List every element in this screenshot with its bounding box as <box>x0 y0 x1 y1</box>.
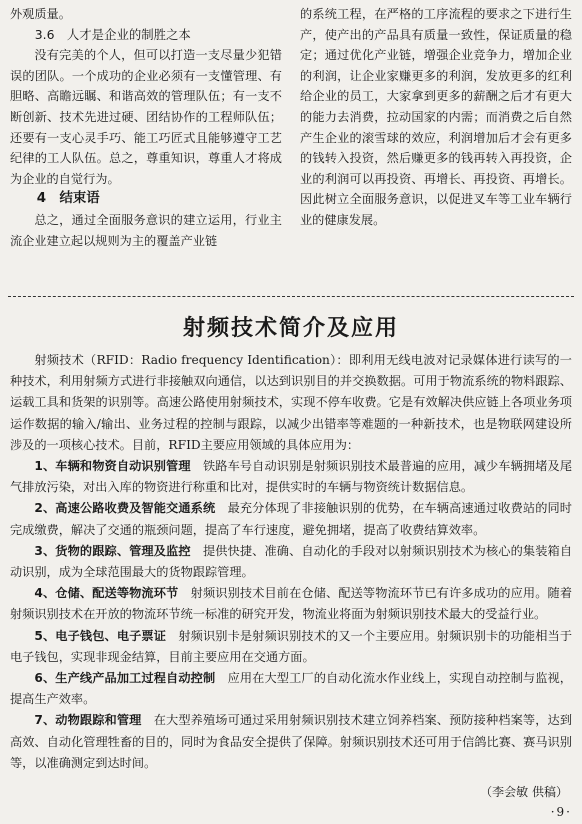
item-text: 提供快捷、准确、自动化的手段对以射频识别技术为核心的集装箱自动识别，成为全球范围最大的货物跟踪管理。 <box>10 543 573 580</box>
left-column <box>10 4 282 251</box>
item-title: 2、高速公路收费及智能交通系统 <box>34 501 216 516</box>
article-item-1 <box>10 456 572 498</box>
item-title: 1、车辆和物资自动识别管理 <box>34 459 191 474</box>
article-item-2 <box>10 498 572 540</box>
item-text: 射频识别技术目前在仓储、配送等物流环节已有许多成功的应用。随着射频识别技术在开放的物流环节统一标准的研究开发，物流业将面为射频识别技术最大的受益行业。 <box>10 586 573 622</box>
item-text: 应用在大型工厂的自动化流水作业线上，实现自动控制与监视，提高生产效率。 <box>10 671 572 707</box>
item-title: 5、电子钱包、电子票证 <box>34 628 167 643</box>
section-heading-4: 4 结束语 <box>36 191 100 207</box>
left-paragraph-2: 没有完美的个人，但可以打造一支尽量少犯错误的团队。一个成功的企业必须有一支懂管理、有胆略、高瞻远瞩、和谐高效的管理队伍；有一支不断创新、技术先进过硬、团结协作的工程师队伍；还要有一支心灵手巧、能工巧匠式且能够遵守工艺纪律的工人队伍。总之，尊重知识，尊重人才将成为企业的自觉行为。 <box>10 48 282 186</box>
article-item-6 <box>10 668 572 710</box>
article-item-5 <box>10 626 572 668</box>
dashed-divider <box>8 296 574 297</box>
article-intro: 射频技术（RFID：Radio frequency Identification）：即利用无线电波对记录媒体进行读写的一种技术，利用射频方式进行非接触双向通信，以达到识别目的并交换数据。可用于物流系统的物料跟踪、运载工具和货架的识别等。高速公路使用射频技术，实现不停车收费。它是有效解决供应链上各项业务项运作数据的输入/输出、业务过程的控制与跟踪，以减少出错率等难题的一种新技术，也是物联网建设所涉及的一项核心技术。目前，RFID主要应用领域的具体应用为： <box>10 353 572 452</box>
left-paragraph-3: 总之，通过全面服务意识的建立运用，行业主流企业建立起以规则为主的覆盖产业链 <box>10 212 282 248</box>
right-column <box>300 4 572 231</box>
left-paragraph-1: 外观质量。 <box>10 7 71 21</box>
item-title: 6、生产线产品加工过程自动控制 <box>34 671 216 686</box>
right-paragraph-1: 的系统工程，在严格的工序流程的要求之下进行生产，使产出的产品具有质量一致性，保证质量的稳定；通过优化产业链，增强企业竞争力，增加企业的利润，让企业家赚更多的利润，发放更多的红利给企业的员工，大家拿到更多的薪酬之后才有更大的能力去消费，拉动国家的内需；而消费之后自然产生企业的滚雪球的效应，利润增加后才会有更多的钱转入投资，然后赚更多的钱再转入再投资，企业的利润可以再投资、再增长、再投资、再增长。因此树立全面服务意识，以促进叉车等工业车辆行业的健康发展。 <box>300 7 572 227</box>
item-text: 在大型养殖场可通过采用射频识别技术建立饲养档案、预防接种档案等，达到高效、自动化管理牲畜的目的，同时为食品安全提供了保障。射频识别技术还可用于信鸽比赛、赛马识别等，以准确测定到达时间。 <box>10 713 573 770</box>
article-title: 射频技术简介及应用 <box>182 316 399 341</box>
item-text: 最充分体现了非接触识别的优势，在车辆高速通过收费站的同时完成缴费，解决了交通的瓶颈问题，提高了车行速度，避免拥堵，提高了收费结算效率。 <box>10 501 572 537</box>
item-title: 3、货物的跟踪、管理及监控 <box>34 543 191 558</box>
article-body <box>10 350 572 774</box>
author-credit: （李会敏 供稿） <box>480 785 568 799</box>
item-text: 射频识别卡是射频识别技术的又一个主要应用。射频识别卡的功能相当于电子钱包，实现非现金结算，目前主要应用在交通方面。 <box>10 628 573 664</box>
article-item-3 <box>10 541 572 583</box>
section-heading-3-6: 3.6 人才是企业的制胜之本 <box>34 26 191 42</box>
item-text: 铁路车号自动识别是射频识别技术最普遍的应用，减少车辆拥堵及尾气排放污染，对出入库的物资进行称重和比对，提供实时的车辆与物资统计数据信息。 <box>10 459 573 495</box>
item-title: 4、仓储、配送等物流环节 <box>34 586 179 601</box>
item-title: 7、动物跟踪和管理 <box>34 713 142 728</box>
page-number: ·9· <box>550 805 572 819</box>
article-item-4 <box>10 583 572 625</box>
article-item-7 <box>10 710 572 774</box>
